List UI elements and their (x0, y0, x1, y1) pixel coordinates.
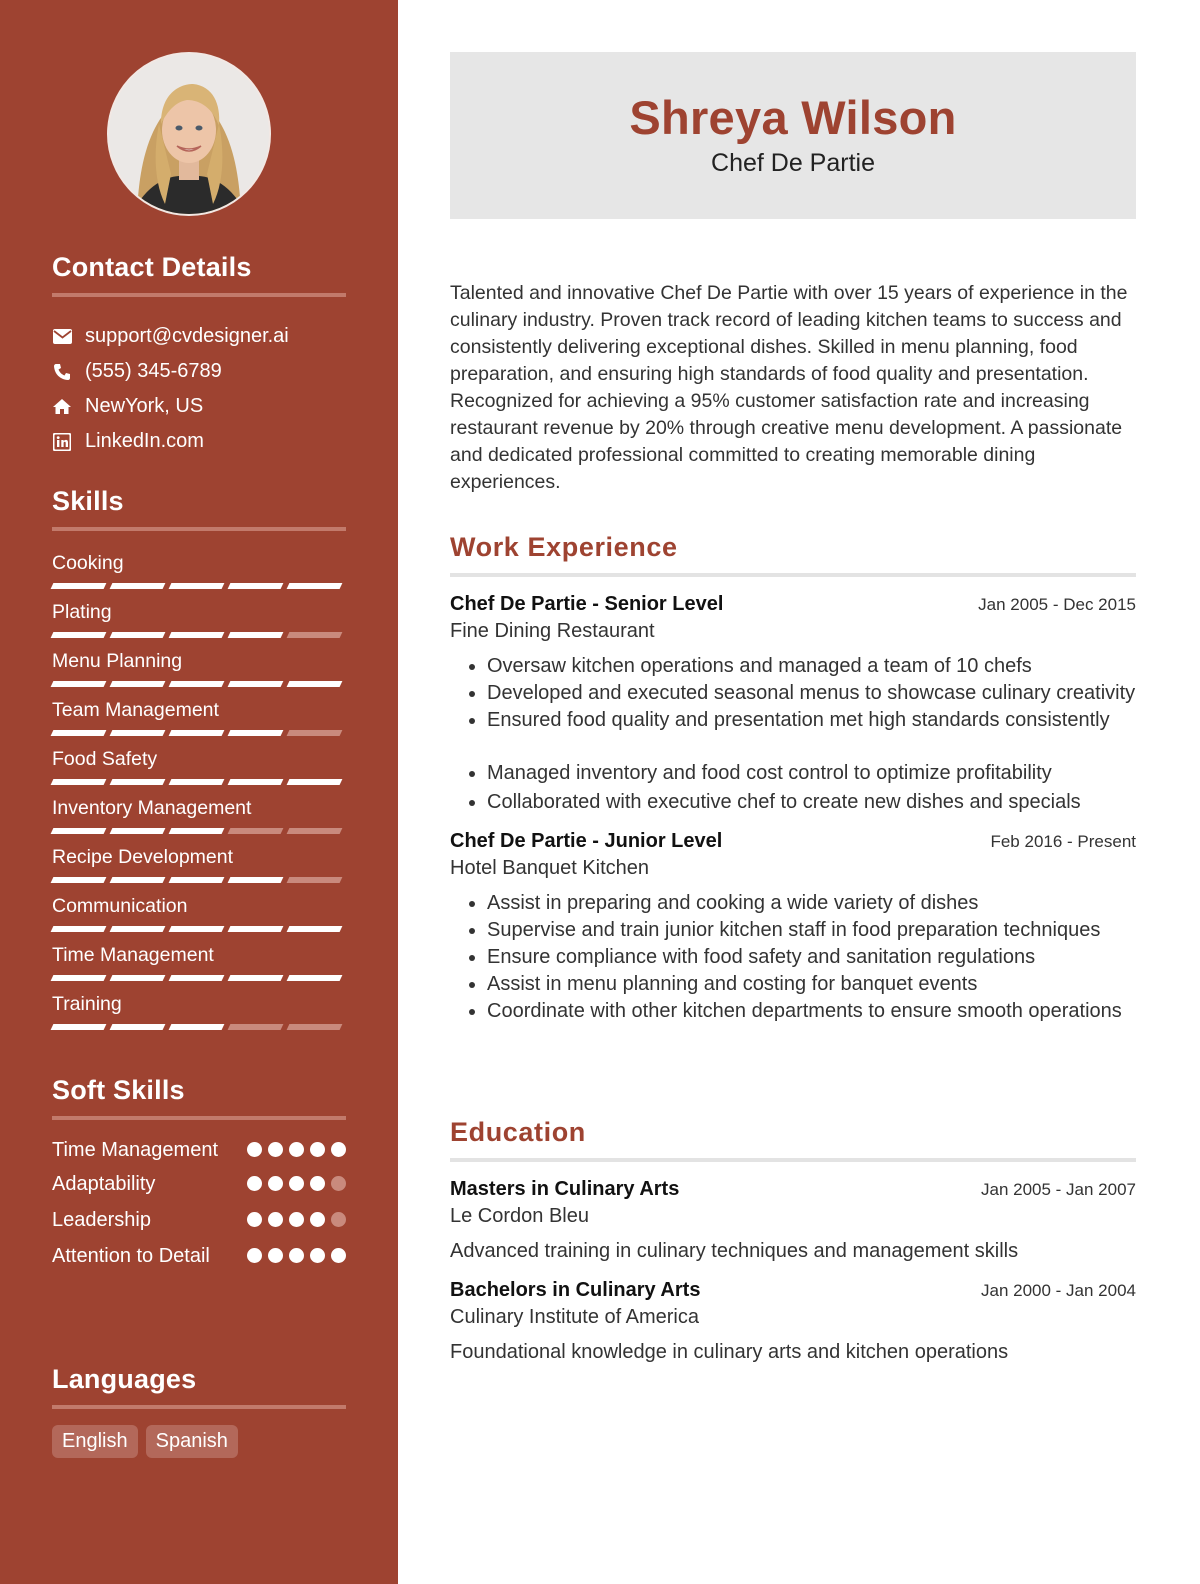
contact-heading: Contact Details (52, 252, 252, 282)
soft-skills-section (52, 1075, 346, 1276)
languages-divider (52, 1405, 346, 1409)
candidate-title: Chef De Partie (711, 149, 875, 177)
skill-level-segment (110, 828, 166, 834)
language-pill: English (52, 1425, 138, 1458)
skill-level-segment (169, 926, 225, 932)
job-bullet: • Coordinate with other kitchen departments to ensure smooth operations (487, 998, 1136, 1025)
skill-name: Inventory Management (52, 797, 252, 819)
job-employer: Fine Dining Restaurant (450, 620, 655, 642)
rating-dot (268, 1248, 283, 1263)
skill-level-segment (51, 828, 107, 834)
job-bullet: • Oversaw kitchen operations and managed a team of 10 chefs (487, 653, 1136, 680)
skill-level-segment (169, 877, 225, 883)
job-bullet: • Developed and executed seasonal menus to showcase culinary creativity (487, 680, 1136, 707)
skill-level-segment (110, 877, 166, 883)
envelope-icon (52, 327, 72, 347)
rating-dot (310, 1142, 325, 1157)
contact-phone-text: (555) 345-6789 (85, 360, 222, 382)
skill-level-segment (51, 877, 107, 883)
contact-email-text: support@cvdesigner.ai (85, 325, 289, 347)
skill-item (52, 794, 346, 834)
skill-item (52, 892, 346, 932)
candidate-name: Shreya Wilson (629, 91, 957, 144)
skill-level-segment (169, 828, 225, 834)
job-dates: Jan 2005 - Dec 2015 (978, 595, 1136, 614)
contact-phone[interactable] (52, 354, 346, 389)
skill-level-bar (52, 1024, 346, 1030)
job-bullet: • Collaborated with executive chef to create new dishes and specials (487, 789, 1136, 816)
skill-level-segment (169, 975, 225, 981)
education-description: Advanced training in culinary techniques and management skills (450, 1240, 1019, 1262)
rating-dot (247, 1248, 262, 1263)
job-entry (450, 593, 1136, 816)
linkedin-icon (52, 432, 72, 452)
skill-level-bar (52, 877, 346, 883)
job-bullet: • Ensure compliance with food safety and sanitation regulations (487, 944, 1136, 971)
rating-dot (289, 1248, 304, 1263)
skill-level-segment (228, 681, 284, 687)
skill-level-segment (51, 632, 107, 638)
skill-name: Communication (52, 895, 188, 917)
skill-name: Training (52, 993, 122, 1015)
skill-level-segment (287, 632, 343, 638)
soft-skill-name: Adaptability (52, 1173, 156, 1195)
skill-level-bar (52, 632, 346, 638)
contact-divider (52, 293, 346, 297)
languages-heading: Languages (52, 1364, 197, 1394)
skill-level-bar (52, 730, 346, 736)
job-bullet: • Assist in menu planning and costing for banquet events (487, 971, 1136, 998)
skill-level-segment (287, 1024, 343, 1030)
education-dates: Jan 2000 - Jan 2004 (980, 1281, 1136, 1300)
skill-name: Food Safety (52, 748, 158, 770)
skill-level-segment (169, 1024, 225, 1030)
skill-level-segment (51, 1024, 107, 1030)
work-divider (450, 573, 1136, 577)
skill-item (52, 990, 346, 1030)
skills-divider (52, 527, 346, 531)
skill-level-segment (287, 583, 343, 589)
skill-level-segment (228, 1024, 284, 1030)
soft-skills-list (52, 1136, 346, 1270)
skill-name: Time Management (52, 944, 214, 966)
education-divider (450, 1158, 1136, 1162)
job-role: Chef De Partie - Junior Level (450, 830, 723, 852)
job-bullet: • Supervise and train junior kitchen staff in food preparation techniques (487, 917, 1136, 944)
skill-level-segment (169, 681, 225, 687)
soft-skill-name: Leadership (52, 1209, 151, 1231)
contact-email[interactable] (52, 319, 346, 354)
summary-text: Talented and innovative Chef De Partie with over 15 years of experience in the culinary industry. Proven track record of leading kitchen teams to success and consistently delivering exceptional dishes. Skilled in menu planning, food preparation, and ensuring high standards of food quality and presentation. Recognized for achieving a 95% customer satisfaction rate and increasing restaurant revenue by 20% through creative menu development. A passionate and dedicated professional committed to creating memorable dining experiences. (450, 282, 1128, 493)
degree-name: Bachelors in Culinary Arts (450, 1279, 701, 1301)
skill-level-segment (287, 730, 343, 736)
skill-level-segment (110, 779, 166, 785)
skill-level-segment (51, 926, 107, 932)
soft-skill-rating (247, 1176, 346, 1191)
job-bullet: • Assist in preparing and cooking a wide variety of dishes (487, 890, 1136, 917)
degree-name: Masters in Culinary Arts (450, 1178, 680, 1200)
job-bullet: • Ensured food quality and presentation met high standards consistently (487, 707, 1136, 734)
language-pill: Spanish (146, 1425, 238, 1458)
rating-dot (310, 1248, 325, 1263)
skill-item (52, 598, 346, 638)
skill-level-segment (110, 1024, 166, 1030)
skill-name: Menu Planning (52, 650, 183, 672)
skill-level-segment (228, 632, 284, 638)
skill-level-segment (169, 632, 225, 638)
education-dates: Jan 2005 - Jan 2007 (980, 1180, 1136, 1199)
skill-level-bar (52, 583, 346, 589)
education-description: Foundational knowledge in culinary arts and kitchen operations (450, 1341, 1009, 1363)
skill-level-segment (287, 779, 343, 785)
skill-level-segment (51, 681, 107, 687)
skill-level-segment (228, 828, 284, 834)
skill-level-segment (110, 632, 166, 638)
job-bullets (487, 653, 1136, 816)
soft-skill-item (52, 1136, 346, 1164)
skill-level-bar (52, 779, 346, 785)
education-section (450, 1117, 1136, 1364)
soft-skill-rating (247, 1248, 346, 1263)
soft-skill-rating (247, 1142, 346, 1157)
skill-level-segment (110, 975, 166, 981)
skill-level-segment (51, 779, 107, 785)
work-section (450, 532, 1136, 1025)
skill-level-segment (110, 681, 166, 687)
rating-dot (247, 1212, 262, 1227)
resume-header (450, 52, 1136, 219)
rating-dot (310, 1176, 325, 1191)
skill-level-segment (51, 730, 107, 736)
phone-icon (52, 362, 72, 382)
summary-section (450, 280, 1136, 496)
contact-location (52, 389, 346, 424)
skill-level-segment (228, 779, 284, 785)
skill-name: Recipe Development (52, 846, 234, 868)
job-bullet: • Managed inventory and food cost control to optimize profitability (487, 760, 1136, 787)
skill-item (52, 549, 346, 589)
skill-name: Cooking (52, 552, 124, 574)
sidebar (0, 0, 398, 1584)
skill-level-segment (228, 877, 284, 883)
education-heading: Education (450, 1117, 586, 1147)
rating-dot (268, 1142, 283, 1157)
soft-skill-rating (247, 1212, 346, 1227)
work-heading: Work Experience (450, 532, 678, 562)
soft-skills-heading: Soft Skills (52, 1075, 185, 1105)
skill-level-segment (287, 828, 343, 834)
skill-level-segment (169, 583, 225, 589)
skill-level-bar (52, 975, 346, 981)
skill-item (52, 843, 346, 883)
home-icon (52, 397, 72, 417)
skill-name: Plating (52, 601, 112, 623)
school-name: Culinary Institute of America (450, 1306, 699, 1328)
skill-item (52, 647, 346, 687)
skill-level-segment (110, 926, 166, 932)
skill-level-bar (52, 681, 346, 687)
rating-dot (331, 1212, 346, 1227)
skill-level-segment (51, 975, 107, 981)
soft-skill-name: Time Management (52, 1139, 218, 1161)
rating-dot (331, 1248, 346, 1263)
job-dates: Feb 2016 - Present (990, 832, 1136, 851)
skill-level-segment (228, 975, 284, 981)
skills-list (52, 549, 346, 1030)
skill-level-segment (228, 926, 284, 932)
skill-level-segment (51, 583, 107, 589)
skill-level-bar (52, 828, 346, 834)
skill-level-segment (110, 730, 166, 736)
soft-skills-divider (52, 1116, 346, 1120)
avatar (107, 52, 271, 216)
skill-item (52, 696, 346, 736)
contact-linkedin[interactable] (52, 424, 346, 459)
contact-list (52, 319, 346, 459)
skills-heading: Skills (52, 486, 124, 516)
rating-dot (247, 1176, 262, 1191)
skill-item (52, 745, 346, 785)
school-name: Le Cordon Bleu (450, 1205, 589, 1227)
skill-level-segment (287, 681, 343, 687)
soft-skill-item (52, 1242, 346, 1270)
job-bullets (487, 890, 1136, 1025)
contact-location-text: NewYork, US (85, 395, 204, 417)
skill-level-segment (110, 583, 166, 589)
skills-section (52, 486, 346, 1039)
education-entry (450, 1178, 1136, 1263)
rating-dot (268, 1212, 283, 1227)
skill-level-segment (287, 926, 343, 932)
rating-dot (331, 1176, 346, 1191)
rating-dot (331, 1142, 346, 1157)
job-employer: Hotel Banquet Kitchen (450, 857, 650, 879)
contact-section (52, 252, 346, 459)
rating-dot (247, 1142, 262, 1157)
languages-list (52, 1425, 346, 1458)
rating-dot (289, 1212, 304, 1227)
skill-name: Team Management (52, 699, 219, 721)
skill-level-segment (287, 975, 343, 981)
soft-skill-item (52, 1206, 346, 1234)
education-entry (450, 1279, 1136, 1364)
skill-level-segment (228, 583, 284, 589)
rating-dot (268, 1176, 283, 1191)
soft-skill-name: Attention to Detail (52, 1245, 210, 1267)
skill-level-segment (228, 730, 284, 736)
profile-photo (109, 54, 269, 214)
skill-level-segment (169, 730, 225, 736)
rating-dot (310, 1212, 325, 1227)
skill-level-segment (287, 877, 343, 883)
soft-skill-item (52, 1170, 346, 1198)
rating-dot (289, 1176, 304, 1191)
languages-section (52, 1364, 346, 1458)
rating-dot (289, 1142, 304, 1157)
skill-level-segment (169, 779, 225, 785)
job-entry (450, 830, 1136, 1025)
skill-level-bar (52, 926, 346, 932)
job-role: Chef De Partie - Senior Level (450, 593, 724, 615)
contact-linkedin-text: LinkedIn.com (85, 430, 204, 452)
skill-item (52, 941, 346, 981)
